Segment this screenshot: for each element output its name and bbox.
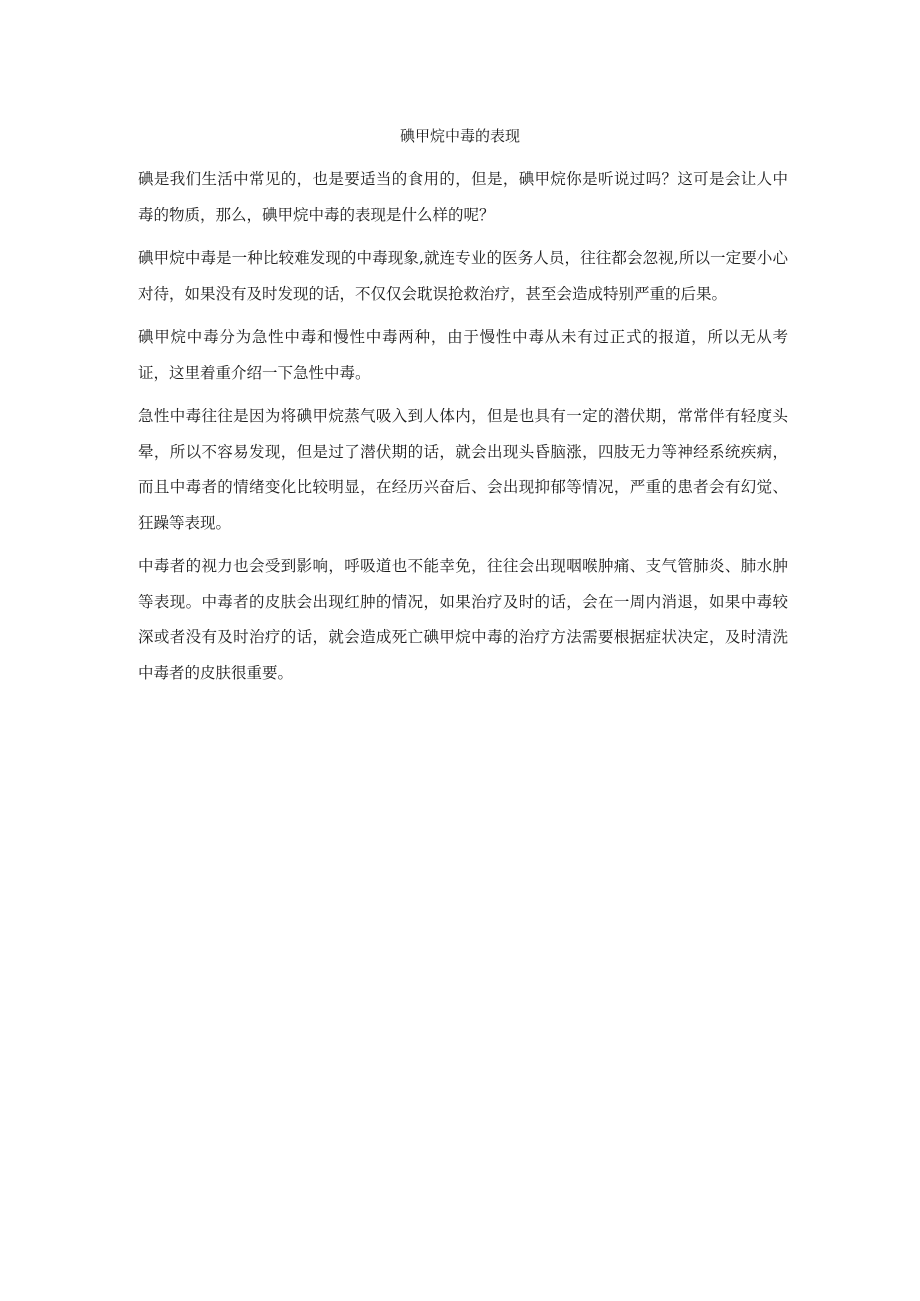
- paragraph-intro: 碘是我们生活中常见的，也是要适当的食用的，但是，碘甲烷你是听说过吗？这可是会让人中毒的物质，那么，碘甲烷中毒的表现是什么样的呢？: [138, 170, 788, 224]
- paragraph-detection: 碘甲烷中毒是一种比较难发现的中毒现象,就连专业的医务人员，往往都会忽视,所以一定要小心对待，如果没有及时发现的话，不仅仅会耽误抢救治疗，甚至会造成特别严重的后果。: [138, 249, 788, 303]
- document-body: [138, 162, 788, 699]
- paragraph-types: 碘甲烷中毒分为急性中毒和慢性中毒两种，由于慢性中毒从未有过正式的报道，所以无从考证，这里着重介绍一下急性中毒。: [138, 328, 788, 382]
- document-title: 碘甲烷中毒的表现: [399, 127, 520, 145]
- paragraph-other-effects: 中毒者的视力也会受到影响，呼吸道也不能幸免，往往会出现咽喉肿痛、支气管肺炎、肺水肿等表现。中毒者的皮肤会出现红肿的情况，如果治疗及时的话，会在一周内消退，如果中毒较深或者没有及时治疗的话，就会造成死亡碘甲烷中毒的治疗方法需要根据症状决定，及时清洗中毒者的皮肤很重要。: [138, 557, 788, 682]
- paragraph-acute-symptoms: 急性中毒往往是因为将碘甲烷蒸气吸入到人体内，但是也具有一定的潜伏期，常常伴有轻度头晕，所以不容易发现，但是过了潜伏期的话，就会出现头昏脑涨，四肢无力等神经系统疾病，而且中毒者的情绪变化比较明显，在经历兴奋后、会出现抑郁等情况，严重的患者会有幻觉、狂躁等表现。: [138, 407, 788, 532]
